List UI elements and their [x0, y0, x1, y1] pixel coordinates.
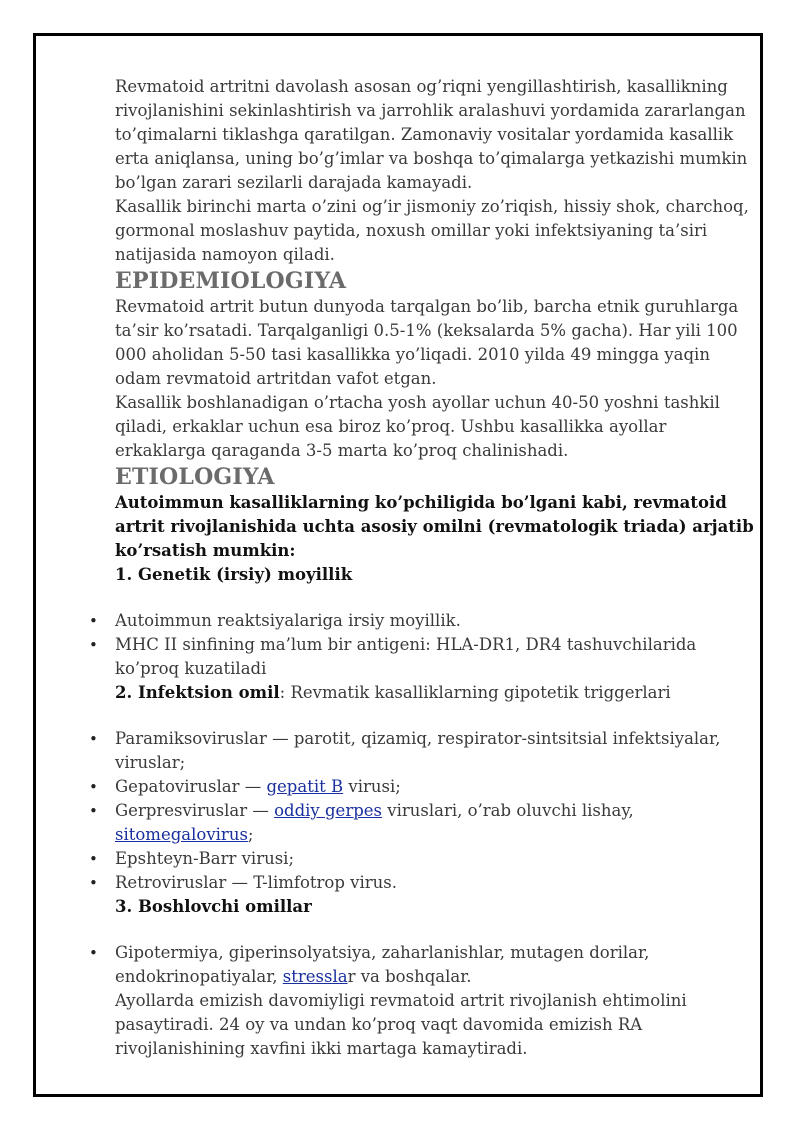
spacer: [115, 919, 755, 941]
etiology-heading: ETIOLOGIYA: [115, 464, 275, 490]
list-item-text: virusi;: [343, 777, 401, 796]
list-item-text: Retroviruslar — T-limfotrop virus.: [115, 873, 397, 892]
herpes-link[interactable]: oddiy gerpes: [274, 801, 383, 820]
factor-1-list: [115, 609, 755, 705]
factor-1-title: 1. Genetik (irsiy) moyillik: [115, 565, 353, 584]
list-item: • Epshteyn-Barr virusi;: [115, 847, 755, 871]
document-content: [115, 75, 755, 1061]
cytomegalovirus-link[interactable]: sitomegalovirus: [115, 825, 248, 844]
spacer: [115, 705, 755, 727]
list-item: [115, 871, 755, 919]
factor-3-list: [115, 941, 755, 1061]
factor-2-title: 2. Infektsion omil: [115, 683, 280, 702]
hepatitis-b-link[interactable]: gepatit B: [266, 777, 344, 796]
breastfeeding-note: Ayollarda emizish davomiyligi revmatoid artrit rivojlanish ehtimolini pasaytiradi. 24 oy va undan ko’proq vaqt davomida emizish RA rivojlanishining xavfini ikki martaga kamaytiradi.: [115, 991, 687, 1058]
list-item: [115, 775, 755, 799]
intro-paragraph-1: Revmatoid artritni davolash asosan og’riqni yengillashtirish, kasallikning rivojlanishini sekinlashtirish va jarrohlik aralashuvi yordamida zararlangan to’qimalarni tiklashga qaratilgan. Zamonaviy vositalar yordamida kasallik erta aniqlansa, uning bo’g’imlar va boshqa to’qimalarga yetkazishi mumkin bo’lgan zarari sezilarli darajada kamayadi.: [115, 77, 748, 192]
epidemiology-paragraph-2: Kasallik boshlanadigan o’rtacha yosh ayollar uchun 40-50 yoshni tashkil qiladi, erkaklar uchun esa biroz ko’proq. Ushbu kasallikka ayollar erkaklarga qaraganda 3-5 marta ko’proq chalinishadi.: [115, 393, 720, 460]
spacer: [115, 587, 755, 609]
epidemiology-heading: EPIDEMIOLOGIYA: [115, 268, 347, 294]
factor-2-description: : Revmatik kasalliklarning gipotetik triggerlari: [279, 683, 671, 702]
list-item: • Paramiksoviruslar — parotit, qizamiq, respirator-sintsitsial infektsiyalar, viruslar;: [115, 727, 755, 775]
list-item: [115, 799, 755, 847]
stress-link[interactable]: stressla: [282, 967, 348, 986]
list-item-text: Gipotermiya, giperinsolyatsiya, zaharlanishlar, mutagen dorilar, endokrinopatiyalar,: [115, 943, 650, 986]
list-item: [115, 941, 755, 1061]
list-item: • Autoimmun reaktsiyalariga irsiy moyillik.: [115, 609, 755, 633]
list-item-text: r va boshqalar.: [347, 967, 472, 986]
list-item-text: Gerpresviruslar —: [115, 801, 275, 820]
list-item-text: ;: [247, 825, 254, 844]
list-item-text: viruslari, o’rab oluvchi lishay,: [382, 801, 634, 820]
factor-3-title: 3. Boshlovchi omillar: [115, 897, 312, 916]
intro-paragraph-2: Kasallik birinchi marta o’zini og’ir jismoniy zo’riqish, hissiy shok, charchoq, gormonal moslashuv paytida, noxush omillar yoki infektsiyaning ta’siri natijasida namoyon qiladi.: [115, 197, 749, 264]
list-item: [115, 633, 755, 705]
list-item-text: MHC II sinfining ma’lum bir antigeni: HLA-DR1, DR4 tashuvchilarida ko’proq kuzatiladi: [115, 635, 697, 678]
list-item-text: Gepatoviruslar —: [115, 777, 267, 796]
factor-2-list: [115, 727, 755, 919]
etiology-intro: Autoimmun kasalliklarning ko’pchiligida bo’lgani kabi, revmatoid artrit rivojlanishida uchta asosiy omilni (revmatologik triada) arjatib ko’rsatish mumkin:: [115, 493, 754, 560]
epidemiology-paragraph-1: Revmatoid artrit butun dunyoda tarqalgan bo’lib, barcha etnik guruhlarga ta’sir ko’rsatadi. Tarqalganligi 0.5-1% (keksalarda 5% gacha). Har yili 100 000 aholidan 5-50 tasi kasallikka yo’liqadi. 2010 yilda 49 mingga yaqin odam revmatoid artritdan vafot etgan.: [115, 297, 739, 388]
